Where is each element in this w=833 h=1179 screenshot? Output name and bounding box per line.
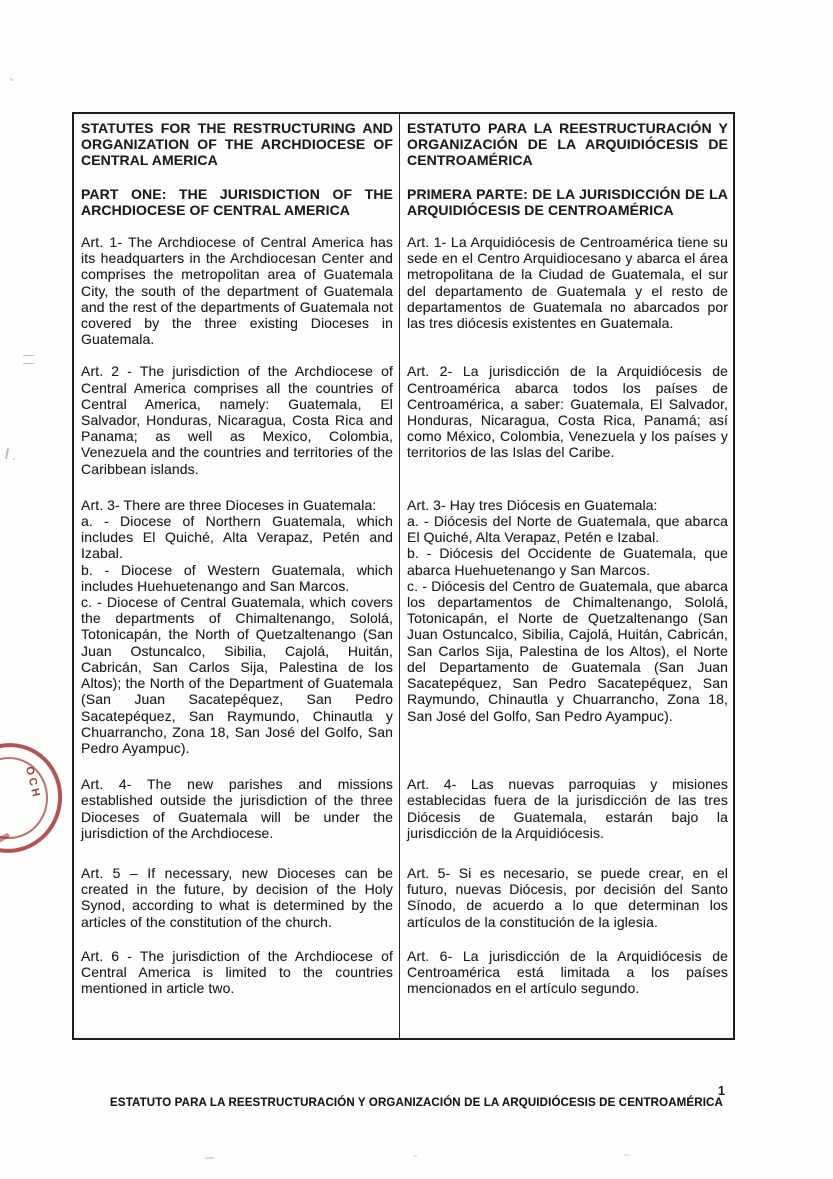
article-3-item-a-es: a. - Diócesis del Norte de Guatemala, que abarca El Quiché, Alta Verapaz, Petén e Izabal.: [407, 513, 728, 546]
red-seal-stamp: [0, 743, 62, 853]
scan-artifact: [205, 1157, 214, 1159]
bilingual-statutes-table: [72, 112, 735, 1040]
article-3-intro-es: Art. 3- Hay tres Diócesis en Guatemala:: [407, 496, 658, 513]
article-3-item-b-en: b. - Diocese of Western Guatemala, which includes Huehuetenango and San Marcos.: [81, 561, 393, 594]
cell-english-article-4: [74, 776, 400, 865]
cell-spanish-article-3: [400, 497, 733, 776]
document-title-en: STATUTES FOR THE RESTRUCTURING AND ORGANIZATION OF THE ARCHDIOCESE OF CENTRAL AMERICA: [81, 120, 393, 169]
cell-english-part-one: [74, 186, 400, 234]
part-one-heading-en: PART ONE: THE JURISDICTION OF THE ARCHDIOCESE OF CENTRAL AMERICA: [81, 185, 393, 218]
cell-spanish-article-1: [400, 234, 733, 363]
article-2-es: Art. 2- La jurisdicción de la Arquidiócesis de Centroamérica abarca todos los países de Centroamérica, a saber: Guatemala, El Salvador, Honduras, Nicaragua, Costa Rica, Panamá; así como México, Colombia, Venezuela y los países y territorios de las Islas del Caribe.: [407, 363, 728, 461]
article-4-es: Art. 4- Las nuevas parroquias y misiones establecidas fuera de la jurisdicción de las tres Diócesis de Guatemala, estarán bajo la jurisdicción de la Arquidiócesis.: [407, 776, 728, 841]
cell-english-article-3: [74, 497, 400, 776]
page-number: 1: [718, 1084, 725, 1098]
cell-spanish-article-4: [400, 776, 733, 865]
scan-artifact: [10, 78, 13, 81]
article-1-es: Art. 1- La Arquidiócesis de Centroamérica tiene su sede en el Centro Arquidiocesano y abarca el área metropolitana de la Ciudad de Guatemala, el sur del departamento de Guatemala y el resto de departamentos de Guatemala no abarcados por las tres diócesis existentes en Guatemala.: [407, 234, 728, 332]
article-4-en: Art. 4- The new parishes and missions established outside the jurisdiction of the three Dioceses of Guatemala will be under the jurisdiction of the Archdiocese.: [81, 776, 393, 841]
article-3-item-c-es: c. - Diócesis del Centro de Guatemala, que abarca los departamentos de Chimaltenango, Sololá, Totonicapán, el Norte de Quetzaltenango (San Juan Ostuncalco, Sibilia, Cajolá, Huitán, Cabricán, San Carlos Sija, Palestina de los Altos), el Norte del Departamento de Guatemala (San Juan Sacatepéquez, San Pedro Sacatepéquez, San Raymundo, Chinautla y Chuarrancho, Zona 18, San José del Golfo, San Pedro Ayampuc).: [407, 577, 728, 724]
cell-spanish-article-5: [400, 865, 733, 948]
table-row-article-1: [74, 234, 733, 363]
article-3-item-c-en: c. - Diocese of Central Guatemala, which covers the departments of Chimaltenango, Sololá, Totonicapán, the North of Quetzaltenango (San Juan Ostuncalco, Sibilia, Cajolá, Huitán, Cabricán, San Carlos Sija, Palestina de los Altos); the North of the Department of Guatemala (San Juan Sacatepéquez, San Pedro Sacatepéquez, San Raymundo, Chinautla y Chuarrancho, Zona 18, San José del Golfo, San Pedro Ayampuc).: [81, 594, 393, 756]
cell-english-article-5: [74, 865, 400, 948]
cell-spanish-title: [400, 114, 733, 186]
table-row-article-5: [74, 865, 733, 948]
scan-artifact: [13, 458, 15, 460]
article-3-item-a-en: a. - Diocese of Northern Guatemala, which includes El Quiché, Alta Verapaz, Petén and Izabal.: [81, 513, 393, 562]
cell-spanish-article-2: [400, 363, 733, 496]
table-row-part-one: [74, 186, 733, 234]
table-row-article-2: [74, 363, 733, 496]
article-5-en: Art. 5 – If necessary, new Dioceses can be created in the future, by decision of the Holy Synod, according to what is determined by the articles of the constitution of the church.: [81, 864, 393, 930]
scan-artifact: [5, 448, 9, 459]
cell-english-title: [74, 114, 400, 186]
table-row-article-4: [74, 776, 733, 865]
table-row-article-6: [74, 948, 733, 1039]
article-6-es: Art. 6- La jurisdicción de la Arquidiócesis de Centroamérica está limitada a los países mencionados en el artículo segundo.: [407, 947, 728, 997]
cell-english-article-1: [74, 234, 400, 363]
table-row-title: [74, 114, 733, 186]
article-3-item-b-es: b. - Diócesis del Occidente de Guatemala, que abarca Huehuetenango y San Marcos.: [407, 545, 728, 578]
article-3-intro-en: Art. 3- There are three Dioceses in Guatemala:: [81, 496, 377, 513]
article-1-en: Art. 1- The Archdiocese of Central America has its headquarters in the Archdiocesan Center and comprises the metropolitan area of Guatemala City, the south of the department of Guatemala and the rest of the departments of Guatemala not covered by the three existing Dioceses in Guatemala.: [81, 234, 393, 348]
article-5-es: Art. 5- Si es necesario, se puede crear, en el futuro, nuevas Diócesis, por decisión del Santo Sínodo, de acuerdo a lo que determinan los artículos de la constitución de la iglesia.: [407, 864, 728, 930]
document-title-es: ESTATUTO PARA LA REESTRUCTURACIÓN Y ORGANIZACIÓN DE LA ARQUIDIÓCESIS DE CENTROAMÉRICA: [407, 120, 728, 169]
scan-artifact: [624, 1154, 629, 1156]
stamp-rim-text: OCH: [22, 765, 43, 801]
scan-artifact: [414, 1155, 417, 1157]
part-one-heading-es: PRIMERA PARTE: DE LA JURISDICCIÓN DE LA ARQUIDIÓCESIS DE CENTROAMÉRICA: [407, 185, 728, 218]
article-6-en: Art. 6 - The jurisdiction of the Archdiocese of Central America is limited to the countries mentioned in article two.: [81, 947, 393, 997]
cell-spanish-part-one: [400, 186, 733, 234]
scan-artifact: [23, 355, 34, 364]
footer-title: ESTATUTO PARA LA REESTRUCTURACIÓN Y ORGANIZACIÓN DE LA ARQUIDIÓCESIS DE CENTROAMÉRICA: [110, 1097, 723, 1109]
cell-spanish-article-6: [400, 948, 733, 1039]
cell-english-article-6: [74, 948, 400, 1039]
table-row-article-3: [74, 497, 733, 776]
article-2-en: Art. 2 - The jurisdiction of the Archdiocese of Central America comprises all the countries of Central America, namely: Guatemala, El Salvador, Honduras, Nicaragua, Costa Rica and Panama; as well as Mexico, Colombia, Venezuela and the countries and territories of the Caribbean islands.: [81, 363, 393, 477]
cell-english-article-2: [74, 363, 400, 496]
